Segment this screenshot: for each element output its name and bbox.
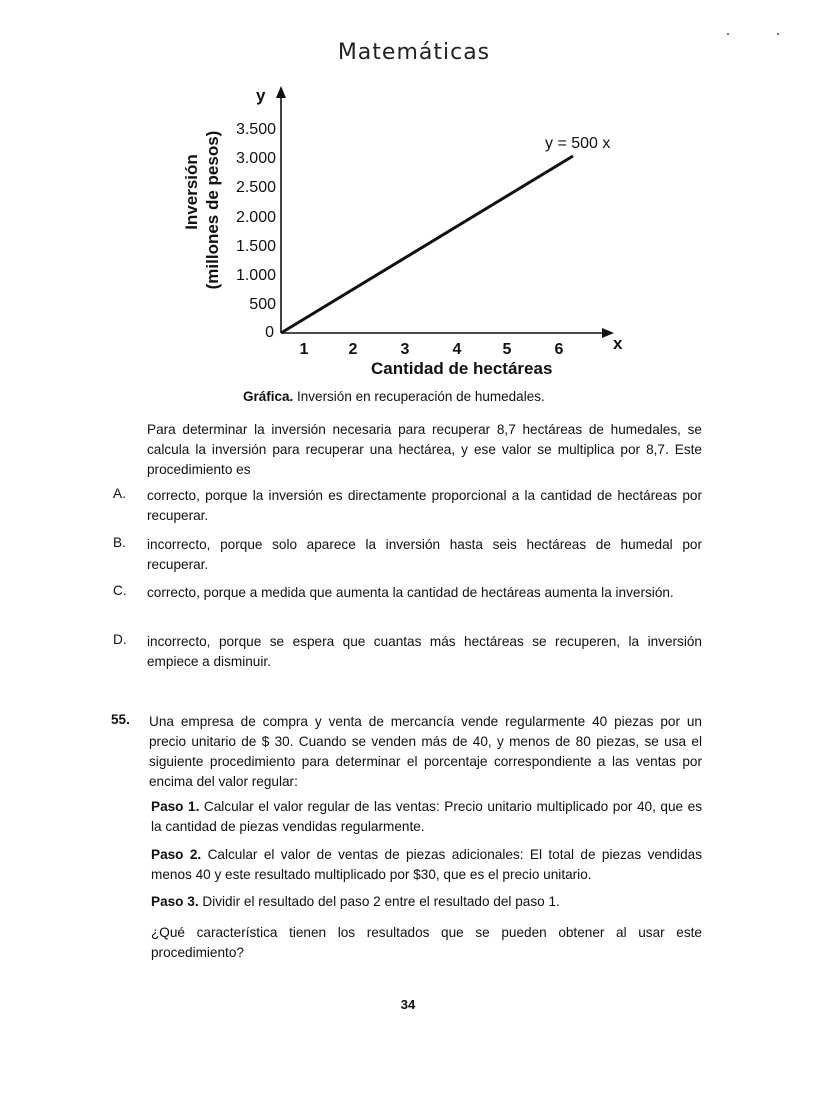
- question-55-stem: Una empresa de compra y venta de mercancía vende regularmente 40 piezas por un precio unitario de $ 30. Cuando se venden más de 40, y menos de 80 piezas, se usa el siguiente procedimiento para determinar el porcentaje correspondiente a las ventas por encima del valor regular:: [149, 714, 702, 789]
- step-3-label: Paso 3.: [151, 894, 199, 909]
- y-axis-letter: y: [256, 86, 266, 105]
- step-1-text: Calcular el valor regular de las ventas: Precio unitario multiplicado por 40, que es la cantidad de piezas vendidas regularmente.: [151, 799, 702, 834]
- page-header-title: Matemáticas: [337, 40, 491, 65]
- option-a-text[interactable]: correcto, porque la inversión es directamente proporcional a la cantidad de hectáreas por recuperar.: [147, 488, 702, 523]
- x-tick: 6: [554, 341, 564, 358]
- option-d-letter: D.: [113, 632, 127, 647]
- x-axis-letter: x: [613, 334, 623, 353]
- x-tick: 4: [452, 341, 462, 358]
- y-axis-arrow-icon: [276, 86, 286, 98]
- step-1: [151, 797, 702, 837]
- y-axis-label-line2: (millones de pesos): [203, 130, 222, 290]
- data-line-y-500x: [281, 156, 573, 333]
- y-tick: 2.500: [235, 179, 276, 196]
- option-c-text[interactable]: correcto, porque a medida que aumenta la cantidad de hectáreas aumenta la inversión.: [147, 585, 674, 600]
- chart-caption: [243, 389, 545, 404]
- step-2-text: Calcular el valor de ventas de piezas adicionales: El total de piezas vendidas menos 40 y este resultado multiplicado por $30, que es el precio unitario.: [151, 847, 703, 882]
- option-b-letter: B.: [113, 535, 126, 550]
- x-axis-label: Cantidad de hectáreas: [371, 359, 553, 378]
- step-3: [151, 892, 702, 912]
- question-stem: Para determinar la inversión necesaria para recuperar 8,7 hectáreas de humedales, se calcula la inversión para recuperar una hectárea, y ese valor se multiplica por 8,7. Este procedimiento es: [147, 422, 702, 477]
- step-3-text: Dividir el resultado del paso 2 entre el resultado del paso 1.: [198, 894, 560, 909]
- y-tick: 0: [265, 324, 274, 341]
- option-c-letter: C.: [113, 583, 127, 598]
- y-tick: 2.000: [235, 209, 276, 226]
- option-a-letter: A.: [113, 486, 126, 501]
- step-2: [151, 845, 702, 885]
- x-tick: 1: [299, 341, 309, 358]
- y-tick: 3.000: [235, 150, 276, 167]
- step-1-label: Paso 1.: [151, 799, 200, 814]
- question-55-number: 55.: [111, 712, 130, 727]
- line-equation-annotation: y = 500 x: [545, 135, 611, 152]
- caption-text: Inversión en recuperación de humedales.: [297, 389, 545, 404]
- y-tick: 500: [249, 296, 276, 313]
- step-2-label: Paso 2.: [151, 847, 202, 862]
- question-55-prompt: ¿Qué característica tienen los resultados que se pueden obtener al usar este procedimiento?: [151, 925, 702, 960]
- x-tick: 5: [502, 341, 512, 358]
- option-b-text[interactable]: incorrecto, porque solo aparece la inversión hasta seis hectáreas de humedal por recuperar.: [147, 537, 702, 572]
- option-d-text[interactable]: incorrecto, porque se espera que cuantas más hectáreas se recuperen, la inversión empiece a disminuir.: [147, 634, 702, 669]
- x-tick: 3: [400, 341, 410, 358]
- caption-prefix: Gráfica.: [243, 389, 294, 404]
- page-number: 34: [400, 997, 416, 1012]
- y-tick: 3.500: [235, 121, 276, 138]
- y-tick: 1.000: [235, 267, 276, 284]
- y-tick: 1.500: [235, 238, 276, 255]
- x-tick: 2: [348, 341, 358, 358]
- y-axis-label-line1: Inversión: [182, 154, 201, 230]
